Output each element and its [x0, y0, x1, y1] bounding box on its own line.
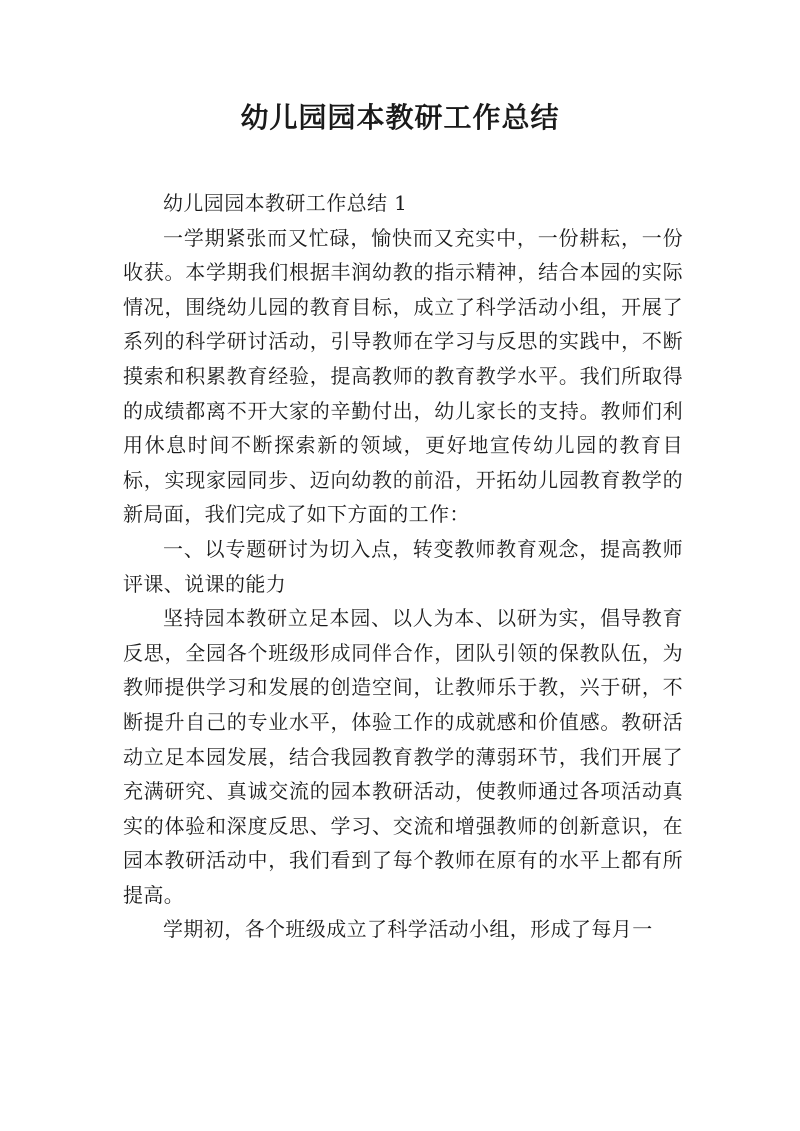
paragraph-research: 坚持园本教研立足本园、以人为本、以研为实，倡导教育反思，全园各个班级形成同伴合作，团队引领的保教队伍，为教师提供学习和发展的创造空间，让教师乐于教，兴于研，不断提升自己的专业水平，体验工作的成就感和价值感。教研活动立足本园发展，结合我园教育教学的薄弱环节，我们开展了充满研究、真诚交流的园本教研活动，使教师通过各项活动真实的体验和深度反思、学习、交流和增强教师的创新意识，在园本教研活动中，我们看到了每个教师在原有的水平上都有所提高。: [123, 606, 683, 907]
subheading-one: 一、以专题研讨为切入点，转变教师教育观念，提高教师评课、说课的能力: [123, 536, 683, 596]
paragraph-intro: 一学期紧张而又忙碌，愉快而又充实中，一份耕耘，一份收获。本学期我们根据丰润幼教的指示精神，结合本园的实际情况，围绕幼儿园的教育目标，成立了科学活动小组，开展了系列的科学研讨活动，引导教师在学习与反思的实践中，不断摸索和积累教育经验，提高教师的教育教学水平。我们所取得的成绩都离不开大家的辛勤付出，幼儿家长的支持。教师们利用休息时间不断探索新的领域，更好地宣传幼儿园的教育目标，实现家园同步、迈向幼教的前沿，开拓幼儿园教育教学的新局面，我们完成了如下方面的工作：: [123, 225, 683, 527]
document-body: [123, 186, 683, 947]
paragraph-semester-start: 学期初，各个班级成立了科学活动小组，形成了每月一: [163, 917, 653, 942]
section-heading: 幼儿园园本教研工作总结 1: [163, 191, 408, 215]
document-title: 幼儿园园本教研工作总结: [240, 101, 560, 134]
